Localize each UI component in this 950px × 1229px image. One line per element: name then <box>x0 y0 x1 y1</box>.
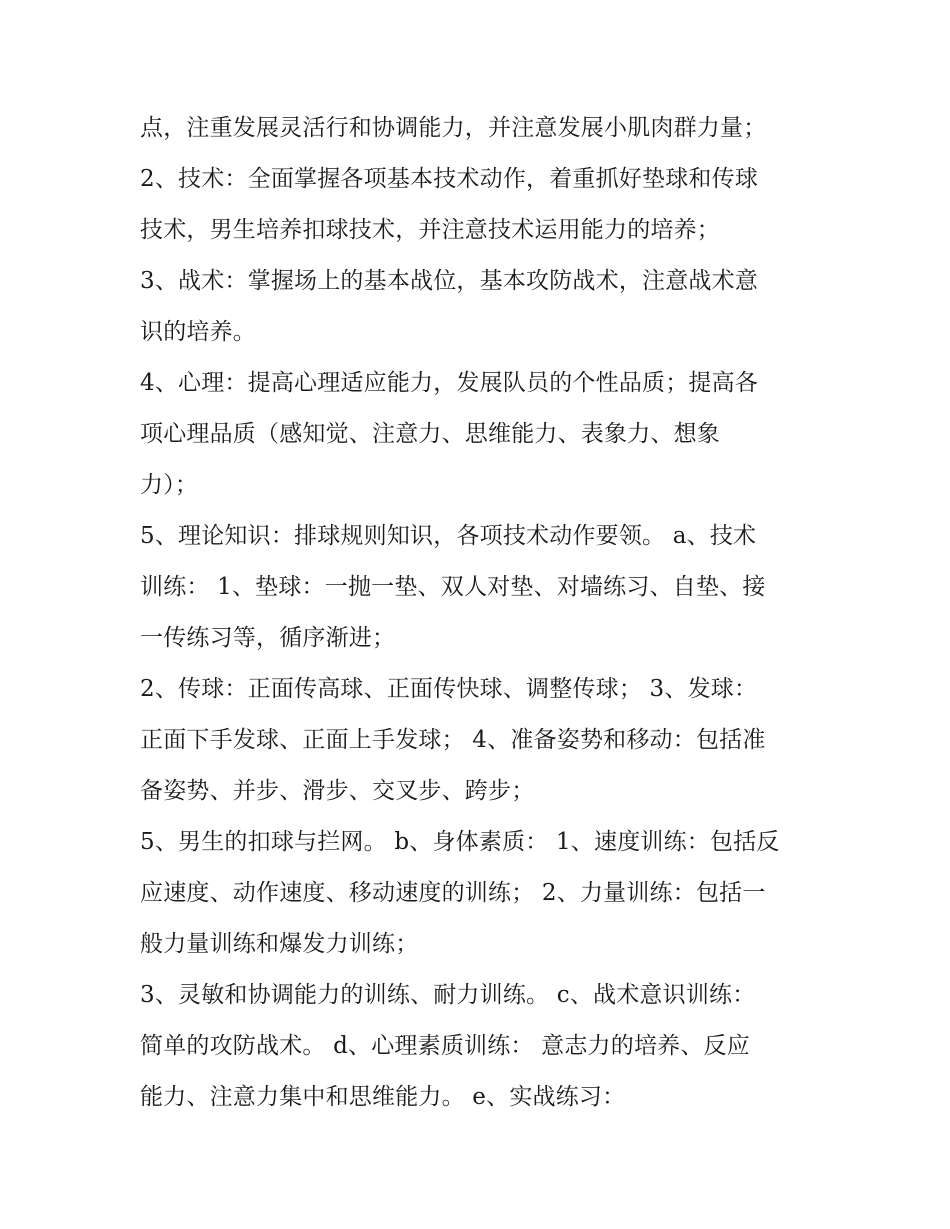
text-line: 2、技术：全面掌握各项基本技术动作，着重抓好垫球和传球 <box>140 166 759 192</box>
text-line: 能力、注意力集中和思维能力。 e、实战练习： <box>140 1084 626 1110</box>
text-line: 识的培养。 <box>140 319 256 345</box>
text-line: 般力量训练和爆发力训练； <box>140 931 419 957</box>
text-line: 技术，男生培养扣球技术，并注意技术运用能力的培养； <box>140 217 720 243</box>
text-line: 3、灵敏和协调能力的训练、耐力训练。 c、战术意识训练： <box>140 982 756 1008</box>
text-line: 5、理论知识：排球规则知识，各项技术动作要领。 a、技术 <box>140 523 757 549</box>
text-line: 简单的攻防战术。 d、心理素质训练： 意志力的培养、反应 <box>140 1033 750 1059</box>
text-line: 4、心理：提高心理适应能力，发展队员的个性品质；提高各 <box>140 370 759 396</box>
text-line: 应速度、动作速度、移动速度的训练； 2、力量训练：包括一 <box>140 880 766 906</box>
text-line: 正面下手发球、正面上手发球； 4、准备姿势和移动：包括准 <box>140 727 766 753</box>
text-line: 点，注重发展灵活行和协调能力，并注意发展小肌肉群力量； <box>140 115 767 141</box>
text-line: 一传练习等，循序渐进； <box>140 625 396 651</box>
text-line: 备姿势、并步、滑步、交叉步、跨步； <box>140 778 535 804</box>
text-line: 2、传球：正面传高球、正面传快球、调整传球； 3、发球： <box>140 676 758 702</box>
text-line: 训练： 1、垫球：一抛一垫、双人对垫、对墙练习、自垫、接 <box>140 574 766 600</box>
text-line: 5、男生的扣球与拦网。 b、身体素质： 1、速度训练：包括反 <box>140 829 780 855</box>
text-line: 项心理品质（感知觉、注意力、思维能力、表象力、想象 <box>140 421 720 447</box>
text-line: 力）； <box>140 472 199 498</box>
document-body <box>140 103 820 1123</box>
text-line: 3、战术：掌握场上的基本战位，基本攻防战术，注意战术意 <box>140 268 759 294</box>
